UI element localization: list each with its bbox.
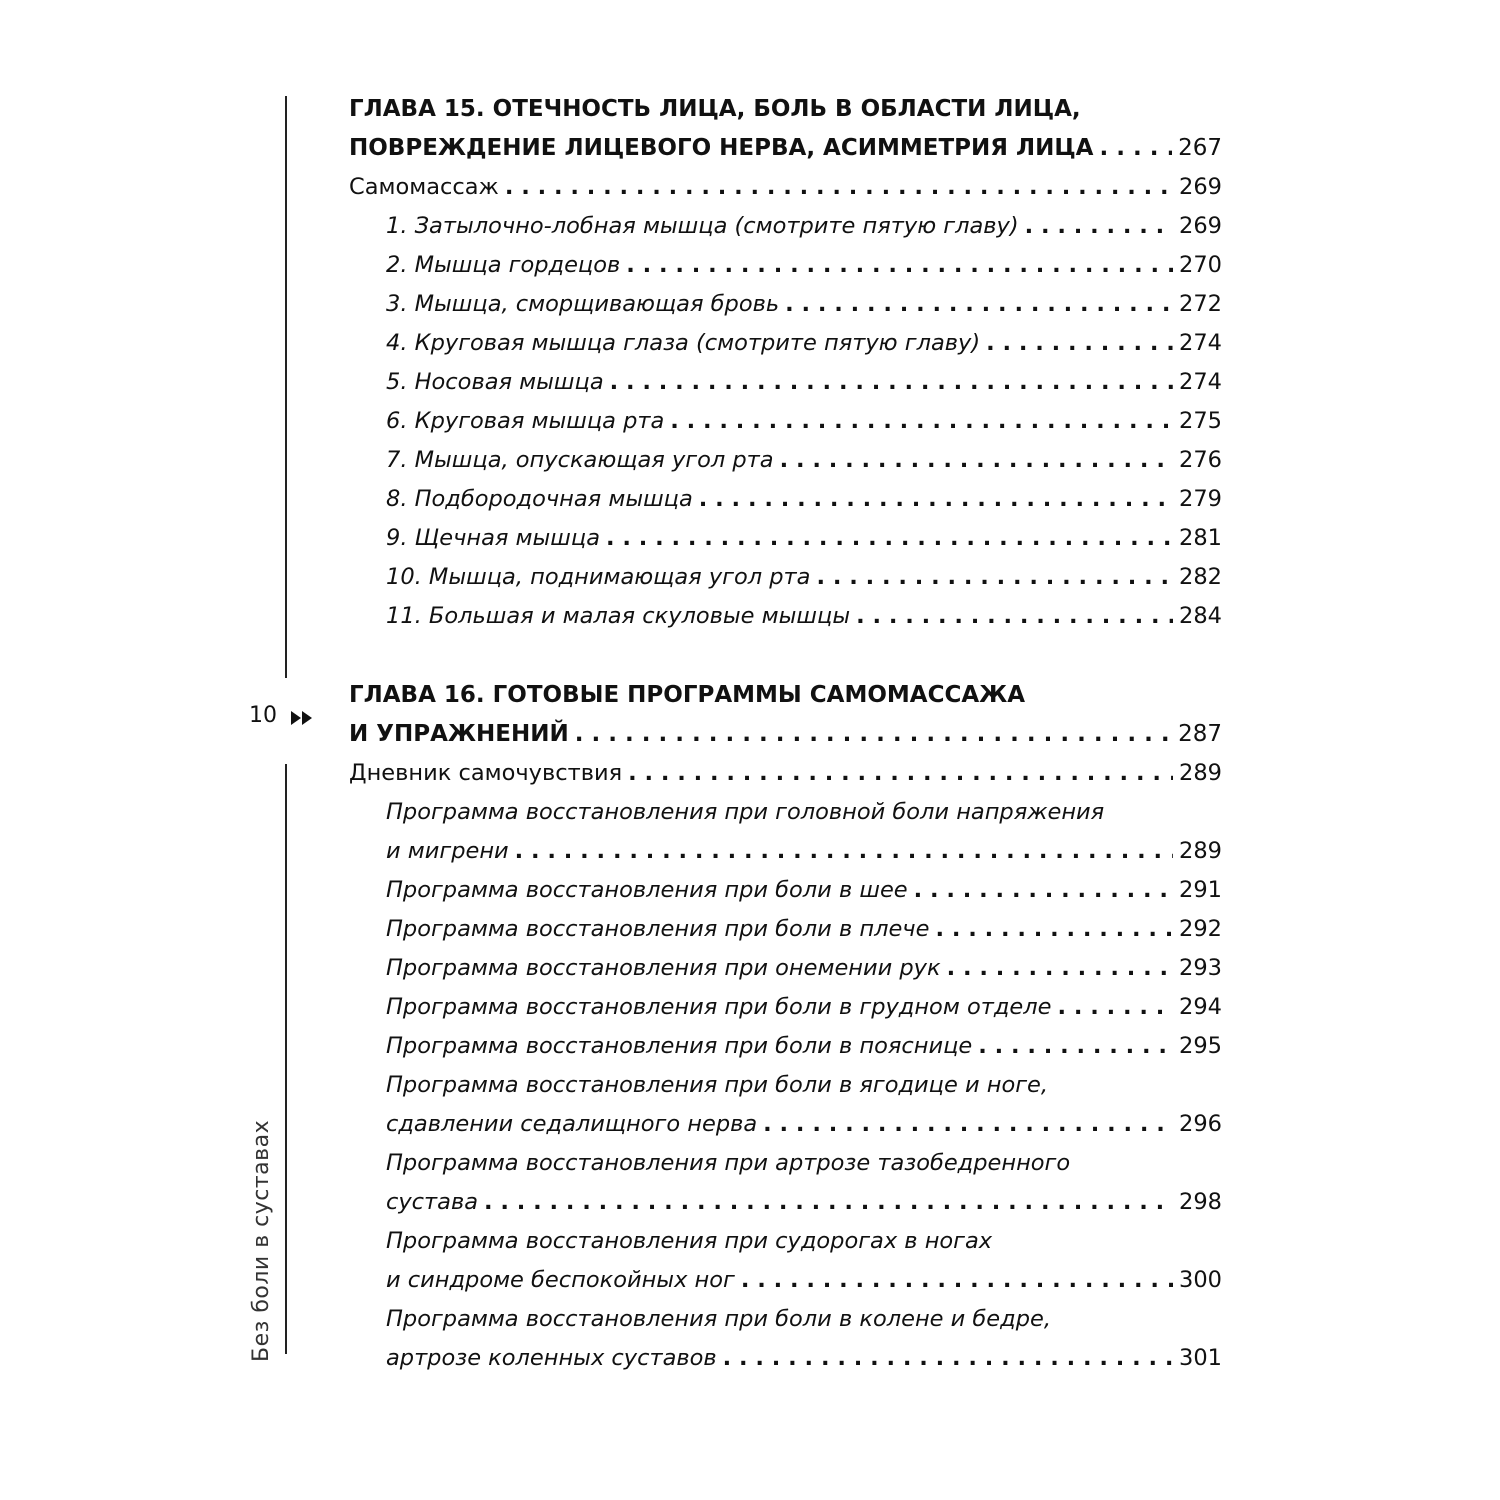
section-title: Дневник самочувствия: [349, 760, 623, 786]
item-title: Программа восстановления при боли в пояснице: [386, 1033, 973, 1059]
leader-dots: [763, 1105, 1173, 1144]
toc-item[interactable]: [349, 402, 1222, 441]
page-ref: 281: [1179, 525, 1222, 551]
toc-item[interactable]: [349, 949, 1222, 988]
page-ref: 287: [1178, 721, 1222, 747]
leader-dots: [935, 910, 1173, 949]
leader-dots: [723, 1339, 1173, 1378]
item-title: Программа восстановления при головной боли напряжения: [386, 799, 1105, 825]
toc-item[interactable]: [349, 1105, 1222, 1144]
item-title: Программа восстановления при боли в плече: [386, 916, 930, 942]
toc-item[interactable]: [349, 480, 1222, 519]
leader-dots: [785, 285, 1173, 324]
toc-item[interactable]: [349, 207, 1222, 246]
leader-dots: [947, 949, 1173, 988]
section-title: Самомассаж: [349, 174, 499, 200]
item-title: 8. Подбородочная мышца: [386, 486, 693, 512]
page-ref: 282: [1179, 564, 1222, 590]
item-title: Программа восстановления при боли в шее: [386, 877, 908, 903]
leader-dots: [978, 1027, 1173, 1066]
chapter-title-line: И УПРАЖНЕНИЙ: [349, 721, 569, 747]
item-title: 2. Мышца гордецов: [386, 252, 621, 278]
item-title: Программа восстановления при боли в ягодице и ноге,: [386, 1072, 1049, 1098]
item-title: сдавлении седалищного нерва: [386, 1111, 758, 1137]
page-ref: 291: [1179, 877, 1222, 903]
page-ref: 269: [1179, 174, 1222, 200]
leader-dots: [914, 871, 1173, 910]
toc-item[interactable]: [349, 1261, 1222, 1300]
item-title: 3. Мышца, сморщивающая бровь: [386, 291, 780, 317]
leader-dots: [1025, 207, 1173, 246]
page-ref: 289: [1179, 838, 1222, 864]
leader-dots: [628, 754, 1173, 793]
leader-dots: [741, 1261, 1173, 1300]
chapter-15-entry[interactable]: [349, 129, 1222, 168]
page-ref: 274: [1179, 330, 1222, 356]
page-ref: 289: [1179, 760, 1222, 786]
leader-dots: [606, 519, 1173, 558]
page-ref: 267: [1178, 135, 1222, 161]
toc-item[interactable]: [349, 871, 1222, 910]
toc-item[interactable]: [349, 1183, 1222, 1222]
chapter-16-entry[interactable]: [349, 715, 1222, 754]
page-ref: 274: [1179, 369, 1222, 395]
toc-item[interactable]: [349, 597, 1222, 636]
leader-dots: [575, 715, 1172, 754]
page-ref: 275: [1179, 408, 1222, 434]
item-title: Программа восстановления при артрозе тазобедренного: [386, 1150, 1071, 1176]
toc-item[interactable]: [349, 832, 1222, 871]
toc-item[interactable]: [349, 363, 1222, 402]
item-title: 7. Мышца, опускающая угол рта: [386, 447, 774, 473]
leader-dots: [515, 832, 1173, 871]
item-title: Программа восстановления при судорогах в ногах: [386, 1228, 993, 1254]
leader-dots: [484, 1183, 1173, 1222]
table-of-contents: [349, 90, 1222, 1378]
page-ref: 300: [1179, 1267, 1222, 1293]
page-ref: 272: [1179, 291, 1222, 317]
toc-item[interactable]: [349, 324, 1222, 363]
toc-item[interactable]: [349, 558, 1222, 597]
item-title: 11. Большая и малая скуловые мышцы: [386, 603, 851, 629]
page-ref: 269: [1179, 213, 1222, 239]
page-ref: 298: [1179, 1189, 1222, 1215]
item-title: Программа восстановления при боли в грудном отделе: [386, 994, 1052, 1020]
leader-dots: [816, 558, 1173, 597]
toc-section[interactable]: [349, 754, 1222, 793]
chapter-title-line: ГЛАВА 15. ОТЕЧНОСТЬ ЛИЦА, БОЛЬ В ОБЛАСТИ ЛИЦА,: [349, 96, 1081, 122]
page-ref: 292: [1179, 916, 1222, 942]
page-ref: 295: [1179, 1033, 1222, 1059]
leader-dots: [626, 246, 1173, 285]
double-right-triangle-icon: [290, 709, 314, 727]
toc-item-line1[interactable]: [349, 1222, 1222, 1261]
item-title: 4. Круговая мышца глаза (смотрите пятую главу): [386, 330, 981, 356]
leader-dots: [780, 441, 1173, 480]
toc-item[interactable]: [349, 285, 1222, 324]
leader-dots: [610, 363, 1173, 402]
running-title: Без боли в суставах: [249, 1119, 274, 1362]
page-ref: 296: [1179, 1111, 1222, 1137]
leader-dots: [670, 402, 1173, 441]
leader-dots: [699, 480, 1173, 519]
leader-dots: [1099, 129, 1172, 168]
page-number: 10: [249, 703, 277, 728]
chapter-title-line: ГЛАВА 16. ГОТОВЫЕ ПРОГРАММЫ САМОМАССАЖА: [349, 682, 1026, 708]
toc-item[interactable]: [349, 1339, 1222, 1378]
toc-item-line1[interactable]: [349, 1144, 1222, 1183]
item-title: 5. Носовая мышца: [386, 369, 604, 395]
item-title: Программа восстановления при онемении рук: [386, 955, 941, 981]
toc-item[interactable]: [349, 246, 1222, 285]
chapter-title-line: ПОВРЕЖДЕНИЕ ЛИЦЕВОГО НЕРВА, АСИММЕТРИЯ ЛИЦА: [349, 135, 1094, 161]
item-title: 10. Мышца, поднимающая угол рта: [386, 564, 811, 590]
item-title: Программа восстановления при боли в колене и бедре,: [386, 1306, 1051, 1332]
item-title: и синдроме беспокойных ног: [386, 1267, 735, 1293]
item-title: 6. Круговая мышца рта: [386, 408, 665, 434]
item-title: сустава: [386, 1189, 478, 1215]
toc-item-line1[interactable]: [349, 1300, 1222, 1339]
toc-item-line1[interactable]: [349, 1066, 1222, 1105]
leader-dots: [1057, 988, 1173, 1027]
page-ref: 284: [1179, 603, 1222, 629]
chapter-gap: [349, 636, 1222, 676]
item-title: и мигрени: [386, 838, 509, 864]
page-ref: 270: [1179, 252, 1222, 278]
chapter-15-title[interactable]: [349, 90, 1222, 129]
page-ref: 276: [1179, 447, 1222, 473]
leader-dots: [986, 324, 1173, 363]
item-title: артрозе коленных суставов: [386, 1345, 717, 1371]
page-ref: 301: [1179, 1345, 1222, 1371]
item-title: 1. Затылочно-лобная мышца (смотрите пятую главу): [386, 213, 1019, 239]
page-ref: 279: [1179, 486, 1222, 512]
toc-item[interactable]: [349, 1027, 1222, 1066]
page-ref: 293: [1179, 955, 1222, 981]
leader-dots: [856, 597, 1173, 636]
toc-item-line1[interactable]: [349, 793, 1222, 832]
margin-rule-top: [285, 96, 287, 678]
toc-item[interactable]: [349, 441, 1222, 480]
margin-rule-bottom: [285, 764, 287, 1354]
toc-section[interactable]: [349, 168, 1222, 207]
leader-dots: [505, 168, 1173, 207]
toc-item[interactable]: [349, 988, 1222, 1027]
page-ref: 294: [1179, 994, 1222, 1020]
item-title: 9. Щечная мышца: [386, 525, 600, 551]
toc-item[interactable]: [349, 519, 1222, 558]
chapter-16-title[interactable]: [349, 676, 1222, 715]
toc-item[interactable]: [349, 910, 1222, 949]
